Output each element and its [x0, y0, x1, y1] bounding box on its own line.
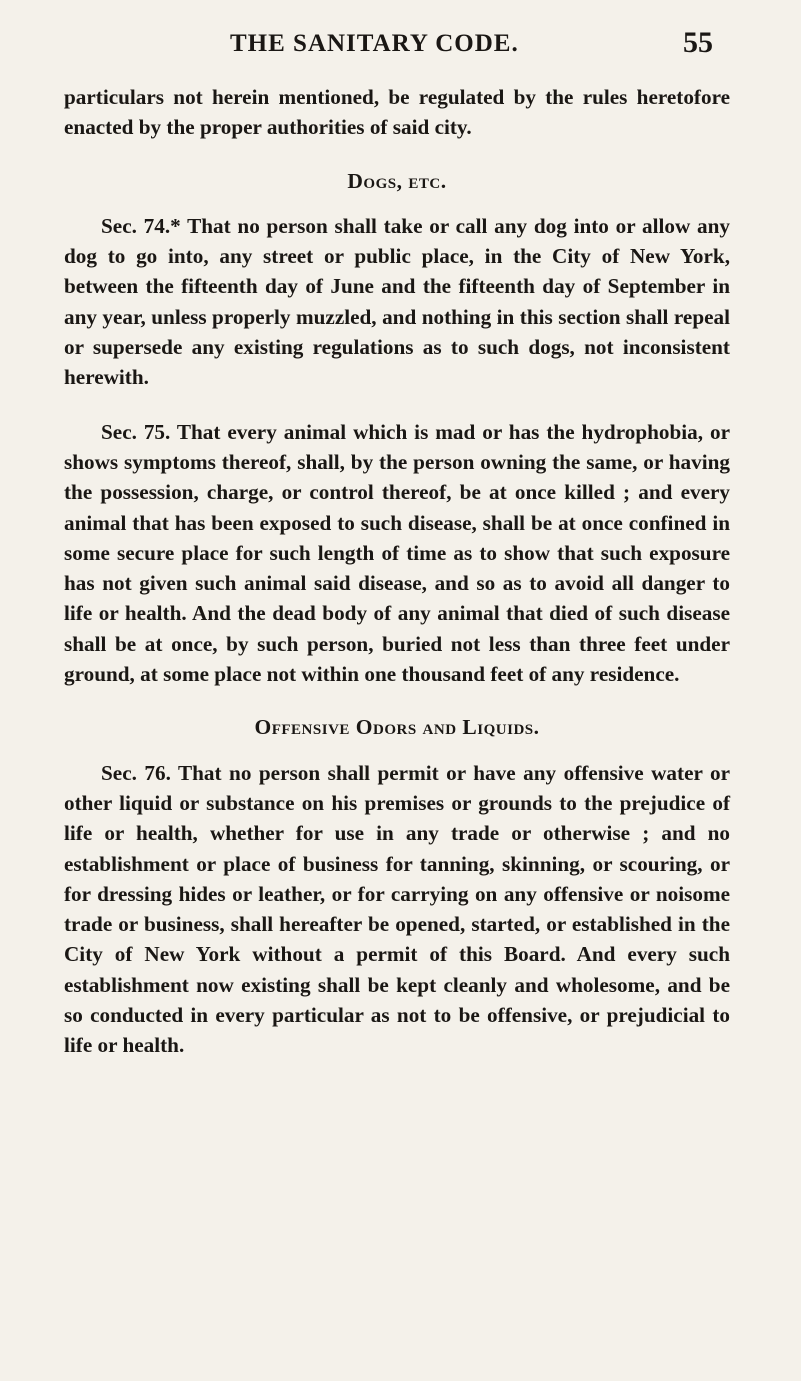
opening-paragraph: particulars not herein mentioned, be regulated by the rules heretofore enacted by the proper authorities of said city.: [64, 85, 730, 140]
running-title: THE SANITARY CODE.: [230, 30, 519, 57]
section-heading-offensive-odors: Offensive Odors and Liquids.: [254, 715, 540, 740]
section-76-paragraph: Sec. 76. That no person shall permit or have any offensive water or other liquid or substance on his premises or grounds to the prejudice of life or health, whether for use in any trade or otherwise ; and no establishment or place of business for tanning, skinning, or scouring, or for dressing hides or leather, or for carrying on any offensive or noisome trade or business, shall hereafter be opened, started, or established in the City of New York without a permit of this Board. And every such establishment now existing shall be kept cleanly and wholesome, and be so conducted in every particular as not to be offensive, or prejudicial to life or health.: [64, 760, 730, 1058]
page-number: 55: [683, 26, 713, 59]
section-heading-dogs: Dogs, etc.: [347, 168, 447, 193]
page-body: [64, 82, 730, 1061]
section-75-paragraph: Sec. 75. That every animal which is mad or has the hydrophobia, or shows symptoms thereof, shall, by the person owning the same, or having the possession, charge, or control thereof, be at once killed ; and every animal that has been exposed to such disease, shall be at once confined in some secure place for such length of time as to show that such exposure has not given such animal said disease, and so as to avoid all danger to life or health. And the dead body of any animal that died of such disease shall be at once, by such person, buried not less than three feet under ground, at some place not within one thousand feet of any residence.: [64, 419, 730, 687]
section-74-paragraph: Sec. 74.* That no person shall take or call any dog into or allow any dog to go into, any street or public place, in the City of New York, between the fifteenth day of June and the fifteenth day of September in any year, unless properly muzzled, and nothing in this section shall repeal or supersede any existing regulations as to such dogs, not inconsistent herewith.: [64, 213, 730, 390]
